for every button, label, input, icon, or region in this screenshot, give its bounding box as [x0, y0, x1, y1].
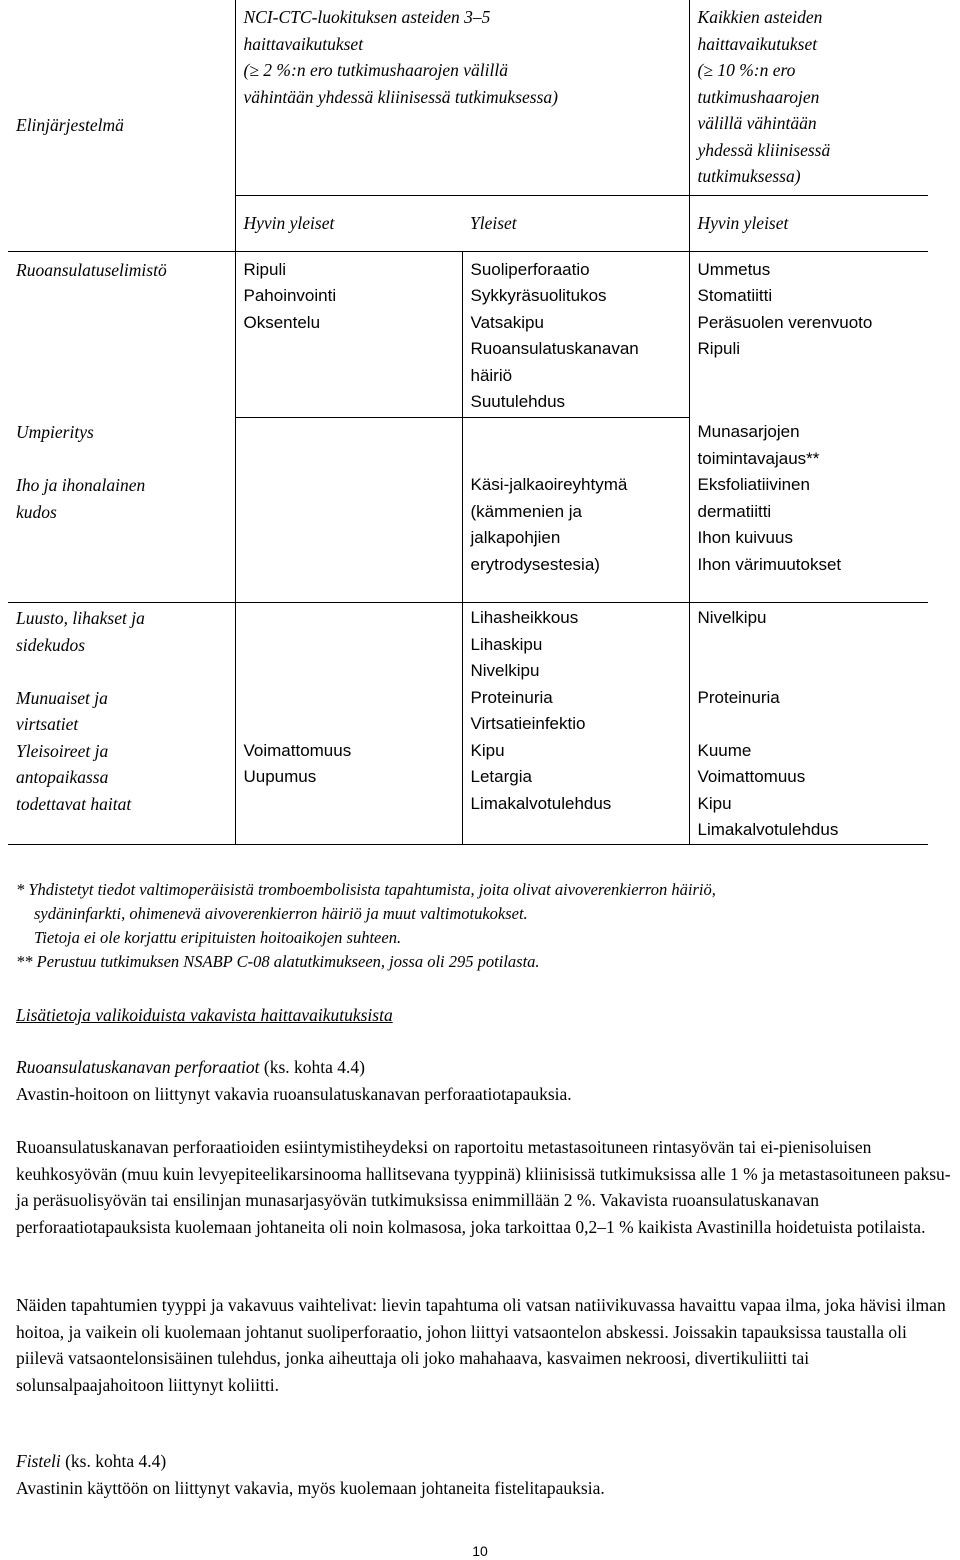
table-header-row — [8, 0, 928, 195]
adverse-reactions-table-wrapper — [8, 0, 928, 845]
footnote-1: * Yhdistetyt tiedot valtimoperäisistä tromboembolisista tapahtumista, joita olivat aivoverenkierron häiriö, — [16, 880, 716, 899]
fistula-title: Fisteli — [16, 1451, 61, 1471]
fistula-paragraph-1: Avastinin käyttöön on liittynyt vakavia, myös kuolemaan johtaneita fistelitapauksia. — [16, 1477, 605, 1498]
common-cell: Suoliperforaatio Sykkyräsuolitukos Vatsakipu Ruoansulatuskanavan häiriö Suutulehdus — [462, 251, 689, 417]
perforation-paragraph-2: Ruoansulatuskanavan perforaatioiden esiintymistiheydeksi on raportoitu metastasoituneen rintasyövän tai ei-pienisoluisen keuhkosyövän (muu kuin levyepiteelikarsinooma hallitsevana tyyppinä) kliinisissä tutkimuksissa alle 1 % ja metastasoituneen paksu- ja peräsuolisyövän tai ensilinjan munasarjasyövän tutkimuksissa enimmillään 2 %. Vakavista ruoansulatuskanavan perforaatiotapauksista kuolemaan johtaneita oli noin kolmasosa, joka tarkoittaa 0,2–1 % kaikista Avastinilla hoidetuista potilaista. — [16, 1137, 951, 1237]
all-grades-cell: Proteinuria — [697, 687, 780, 707]
perforation-section — [16, 1054, 951, 1107]
organ-cell: Iho ja ihonalainen kudos — [8, 472, 235, 603]
table-footnotes — [16, 878, 946, 974]
organ-cell: Luusto, lihakset ja sidekudos — [8, 603, 235, 685]
very-common-header-1: Hyvin yleiset — [235, 195, 462, 251]
adverse-reactions-table — [8, 0, 928, 845]
perforation-title-line — [16, 1054, 951, 1081]
footnote-3: ** Perustuu tutkimuksen NSABP C-08 alatutkimukseen, jossa oli 295 potilasta. — [16, 952, 540, 971]
table-row — [8, 417, 928, 472]
section-heading — [16, 1002, 951, 1029]
all-grades-cell: Ummetus Stomatiitti Peräsuolen verenvuoto Ripuli — [689, 251, 928, 417]
common-cell: Kipu Letargia Limakalvotulehdus — [462, 738, 689, 845]
all-grades-cell: Kuume Voimattomuus Kipu Limakalvotulehdus — [697, 740, 839, 839]
very-common-cell — [235, 603, 462, 685]
organ-system-header: Elinjärjestelmä — [8, 0, 235, 251]
organ-cell: Ruoansulatuselimistö — [8, 251, 235, 417]
grade35-header: NCI-CTC-luokituksen asteiden 3–5 haittavaikutukset (≥ 2 %:n ero tutkimushaarojen välillä vähintään yhdessä kliinisessä tutkimuksessa) — [235, 0, 689, 195]
common-cell — [462, 417, 689, 472]
section-heading-text: Lisätietoja valikoiduista vakavista haittavaikutuksista — [16, 1005, 393, 1025]
perforation-paragraph-1: Avastin-hoitoon on liittynyt vakavia ruoansulatuskanavan perforaatiotapauksia. — [16, 1083, 572, 1104]
all-grades-cell: Eksfoliatiivinen dermatiitti Ihon kuivuus Ihon värimuutokset — [697, 475, 842, 574]
organ-cell: Munuaiset ja virtsatiet — [8, 685, 235, 738]
footnote-1-cont: sydäninfarkti, ohimenevä aivoverenkierron häiriö ja muut valtimotukokset. — [34, 904, 528, 923]
organ-cell: Umpieritys — [8, 417, 235, 472]
table-row — [8, 685, 928, 738]
allgrades-header: Kaikkien asteiden haittavaikutukset (≥ 10 %:n ero tutkimushaarojen välillä vähintään yhdessä kliinisessä tutkimuksessa) — [689, 0, 928, 195]
table-row — [8, 603, 928, 685]
table-row — [8, 738, 928, 845]
very-common-cell: Voimattomuus Uupumus — [235, 738, 462, 845]
footnote-2: Tietoja ei ole korjattu eripituisten hoitoaikojen suhteen. — [34, 928, 402, 947]
common-header: Yleiset — [462, 195, 689, 251]
perforation-ref: (ks. kohta 4.4) — [259, 1057, 366, 1077]
very-common-cell: Ripuli Pahoinvointi Oksentelu — [235, 251, 462, 417]
very-common-cell — [235, 685, 462, 738]
table-row — [8, 251, 928, 417]
common-cell: Lihasheikkous Lihaskipu Nivelkipu — [462, 603, 689, 685]
fistula-ref: (ks. kohta 4.4) — [60, 1451, 167, 1471]
very-common-cell — [235, 472, 462, 603]
page-number: 10 — [472, 1543, 488, 1559]
very-common-header-2: Hyvin yleiset — [697, 212, 789, 233]
all-grades-cell: Nivelkipu — [689, 603, 928, 685]
perforation-paragraph-3: Näiden tapahtumien tyyppi ja vakavuus vaihtelivat: lievin tapahtuma oli vatsan natiivikuvassa havaittu vapaa ilma, joka hävisi ilman hoitoa, ja vaikein oli kuolemaan johtanut suoliperforaatio, johon liittyi vatsaontelon abskessi. Joissakin tapauksissa taustalla oli piilevä vatsaontelonsisäinen tulehdus, jonka aiheuttaja oli joko mahahaava, kasvaimen nekroosi, divertikuliitti tai solunsalpaajahoitoon liittynyt koliitti. — [16, 1295, 946, 1395]
all-grades-cell: Munasarjojen toimintavajaus** — [697, 422, 820, 468]
fistula-title-line — [16, 1448, 951, 1475]
table-row — [8, 472, 928, 603]
perforation-title: Ruoansulatuskanavan perforaatiot — [16, 1057, 260, 1077]
very-common-cell — [235, 417, 462, 472]
common-cell: Käsi-jalkaoireyhtymä (kämmenien ja jalkapohjien erytrodysestesia) — [462, 472, 689, 603]
organ-cell: Yleisoireet ja antopaikassa todettavat haitat — [8, 738, 235, 845]
common-cell: Proteinuria Virtsatieinfektio — [462, 685, 689, 738]
table-bottom-border — [8, 844, 928, 845]
fistula-section — [16, 1448, 951, 1501]
